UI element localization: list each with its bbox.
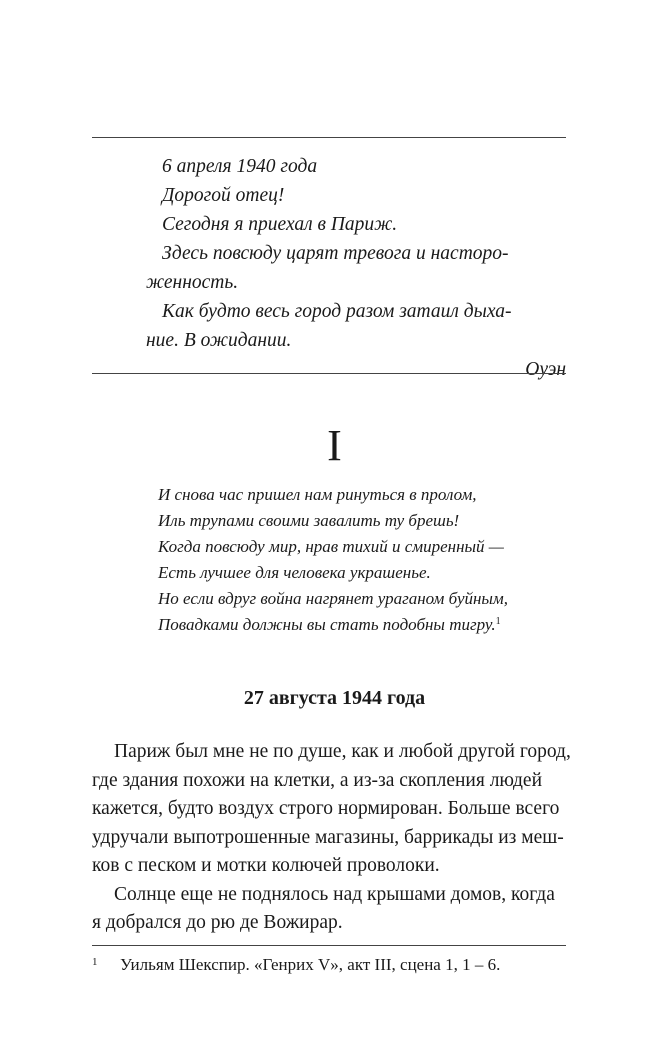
poem-line: Иль трупами своими завалить ту брешь!: [158, 511, 460, 530]
poem-line: Когда повсюду мир, нрав тихий и смиренный —: [158, 537, 504, 556]
paragraph: [92, 881, 566, 938]
poem-line: [158, 612, 508, 638]
footnote-text: Уильям Шекспир. «Генрих V», акт III, сцена 1, 1 – 6.: [120, 955, 501, 974]
letter-line: Здесь повсюду царят тревога и насторо-: [162, 243, 509, 264]
chapter-number: I: [327, 421, 342, 470]
middle-divider: [92, 373, 566, 374]
text-line: я добрался до рю де Вожирар.: [92, 912, 343, 933]
text-line: Солнце еще не поднялось над крышами домов, когда: [114, 883, 555, 905]
letter-line: женность.: [146, 272, 239, 293]
section-heading-date: 27 августа 1944 года: [243, 687, 426, 709]
letter-line: Сегодня я приехал в Париж.: [162, 214, 398, 235]
text-line: Париж был мне не по душе, как и любой другой город,: [114, 741, 571, 762]
letter-line: ние. В ожидании.: [146, 330, 292, 351]
text-line: кажется, будто воздух строго нормирован. Больше всего: [92, 798, 560, 819]
letter-line: Как будто весь город разом затаил дыха-: [162, 301, 512, 322]
poem-epigraph: [158, 482, 508, 638]
footnote-reference[interactable]: 1: [495, 616, 501, 627]
letter-salutation: Дорогой отец!: [162, 185, 285, 206]
poem-line: Есть лучшее для человека украшенье.: [158, 563, 431, 582]
footnote: 1 Уильям Шекспир. «Генрих V», акт III, сцена 1, 1 – 6.: [92, 955, 501, 974]
poem-line-text: Повадками должны вы стать подобны тигру.: [158, 615, 496, 634]
top-divider: [92, 137, 566, 138]
letter-epigraph: [92, 152, 566, 384]
letter-signature: Оуэн: [525, 359, 566, 380]
text-line: удручали выпотрошенные магазины, баррикады из меш-: [92, 826, 564, 848]
poem-line: И снова час пришел нам ринуться в пролом,: [158, 485, 477, 504]
paragraph: [92, 738, 571, 881]
text-line: где здания похожи на клетки, а из-за скопления людей: [92, 769, 543, 791]
body-text: [92, 738, 571, 938]
poem-line: Но если вдруг война нагрянет ураганом буйным,: [158, 589, 509, 608]
letter-date: 6 апреля 1940 года: [162, 156, 318, 177]
footnote-divider: [92, 945, 566, 946]
text-line: ков с песком и мотки колючей проволоки.: [92, 855, 440, 876]
